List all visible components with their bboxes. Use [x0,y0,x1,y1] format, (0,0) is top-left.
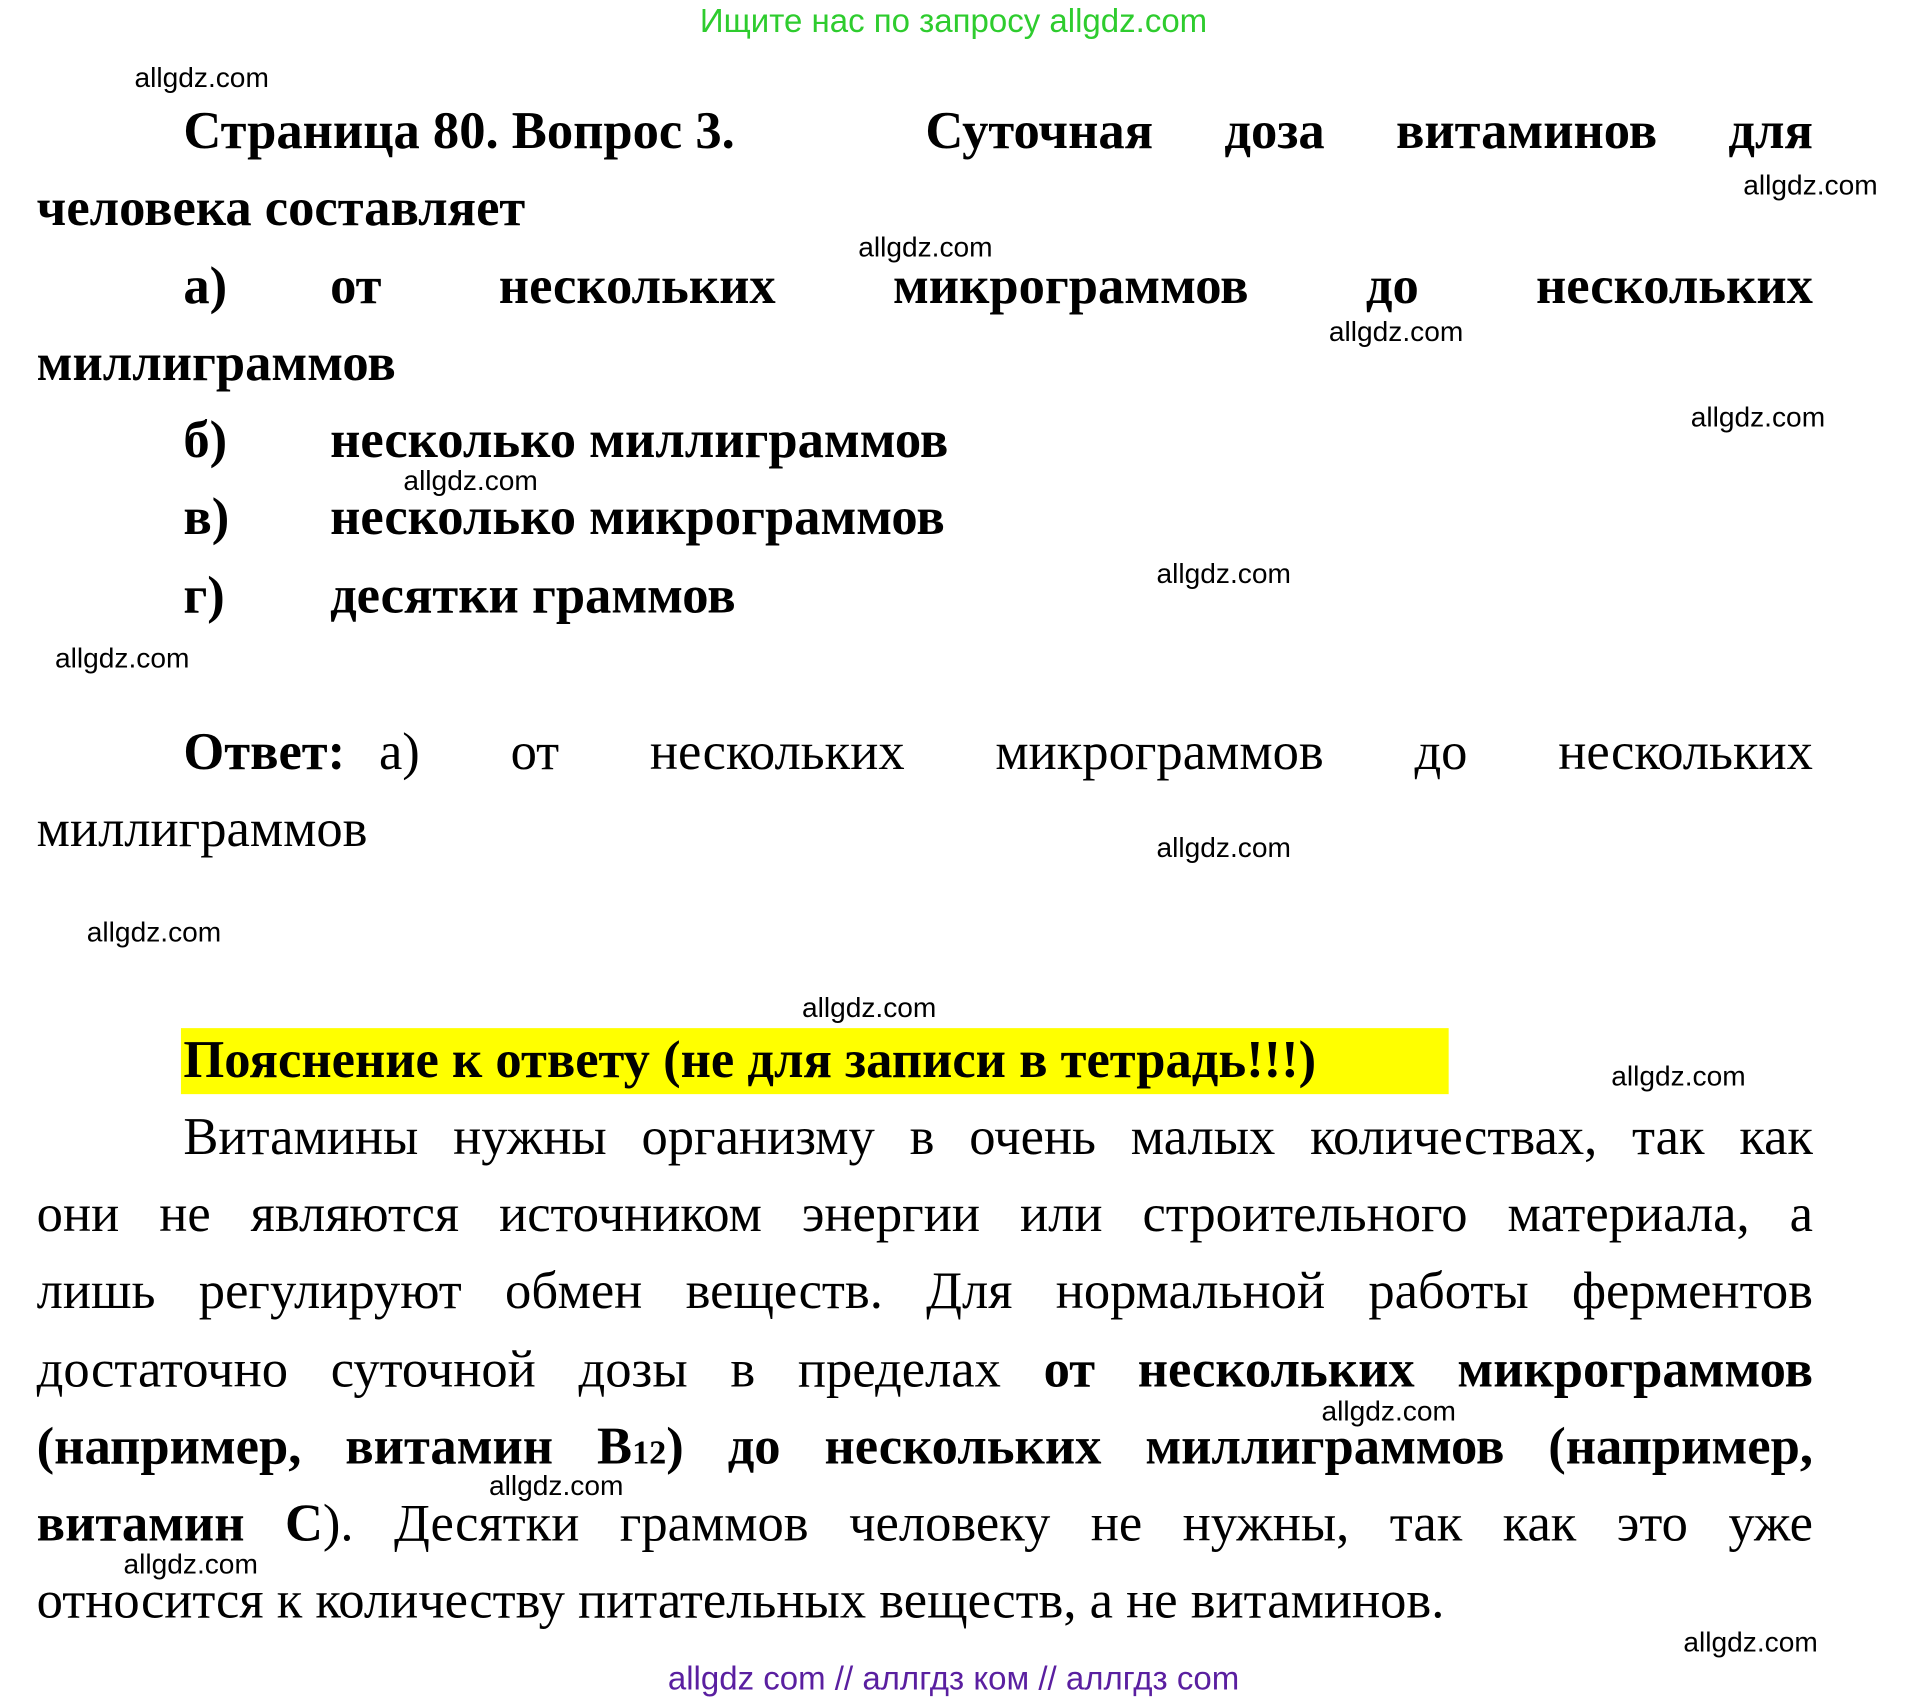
explanation-line [36,1341,1813,1399]
explanation-line [36,1418,1813,1476]
option-a-text-2: миллиграммов [36,334,396,393]
question-text-2: человека составляет [36,179,526,238]
explanation-line: Витамины нужны организму в очень малых количествах, так как [183,1108,1813,1167]
watermark: allgdz.com [1611,1059,1746,1092]
option-b-letter: б) [183,411,228,470]
bold-text: ) до нескольких миллиграммов (например, [666,1418,1813,1476]
text: достаточно суточной дозы в пределах [36,1341,1044,1399]
watermark: allgdz.com [1156,557,1291,590]
option-d-letter: г) [183,567,225,625]
option-b-text: несколько миллиграммов [330,411,949,470]
watermark: allgdz.com [1321,1394,1456,1427]
explanation-line: относится к количеству питательных веществ, а не витаминов. [36,1572,1445,1630]
watermark: allgdz.com [801,991,937,1024]
watermark: allgdz.com [1683,1625,1818,1658]
option-c-text: несколько микрограммов [330,489,945,547]
search-banner: Ищите нас по запросу allgdz.com [699,2,1208,40]
watermark: allgdz.com [403,464,538,497]
explanation-line: они не являются источником энергии или строительного материала, а [36,1185,1813,1244]
watermark: allgdz.com [489,1469,624,1502]
watermark: allgdz.com [123,1547,258,1580]
watermark: allgdz.com [1690,400,1826,433]
watermark: allgdz.com [858,231,993,263]
bold-text: от нескольких микрограммов [1043,1341,1813,1399]
question-text-1: Суточная доза витаминов для [925,102,1813,161]
explanation-heading: Пояснение к ответу (не для записи в тетрадь!!!) [183,1031,1317,1090]
subscript: 12 [632,1433,667,1472]
answer-text-2: миллиграммов [36,800,368,859]
footer-banner: allgdz com // аллгдз ком // аллгдз com [667,1660,1240,1697]
watermark: allgdz.com [55,641,190,674]
watermark: allgdz.com [1743,168,1878,201]
bold-text: витамин С [36,1495,323,1553]
option-a-text-1: от нескольких микрограммов до нескольких [330,257,1813,316]
text: ). Десятки граммов человеку не нужны, так как это уже [322,1495,1813,1553]
answer-text-1: а) от нескольких микрограммов до нескольких [378,723,1813,782]
answer-label: Ответ: [183,723,346,782]
option-a-letter: а) [183,257,228,316]
option-d-text: десятки граммов [330,567,736,625]
bold-text: (например, витамин В [36,1418,633,1476]
explanation-line [36,1495,1813,1553]
watermark: allgdz.com [1156,831,1291,864]
watermark: allgdz.com [134,61,269,93]
question-ref: Страница 80. Вопрос 3. [183,102,735,161]
option-c-letter: в) [183,489,230,547]
explanation-line: лишь регулируют обмен веществ. Для нормальной работы ферментов [36,1262,1813,1321]
watermark: allgdz.com [1328,315,1464,348]
watermark: allgdz.com [86,915,222,948]
